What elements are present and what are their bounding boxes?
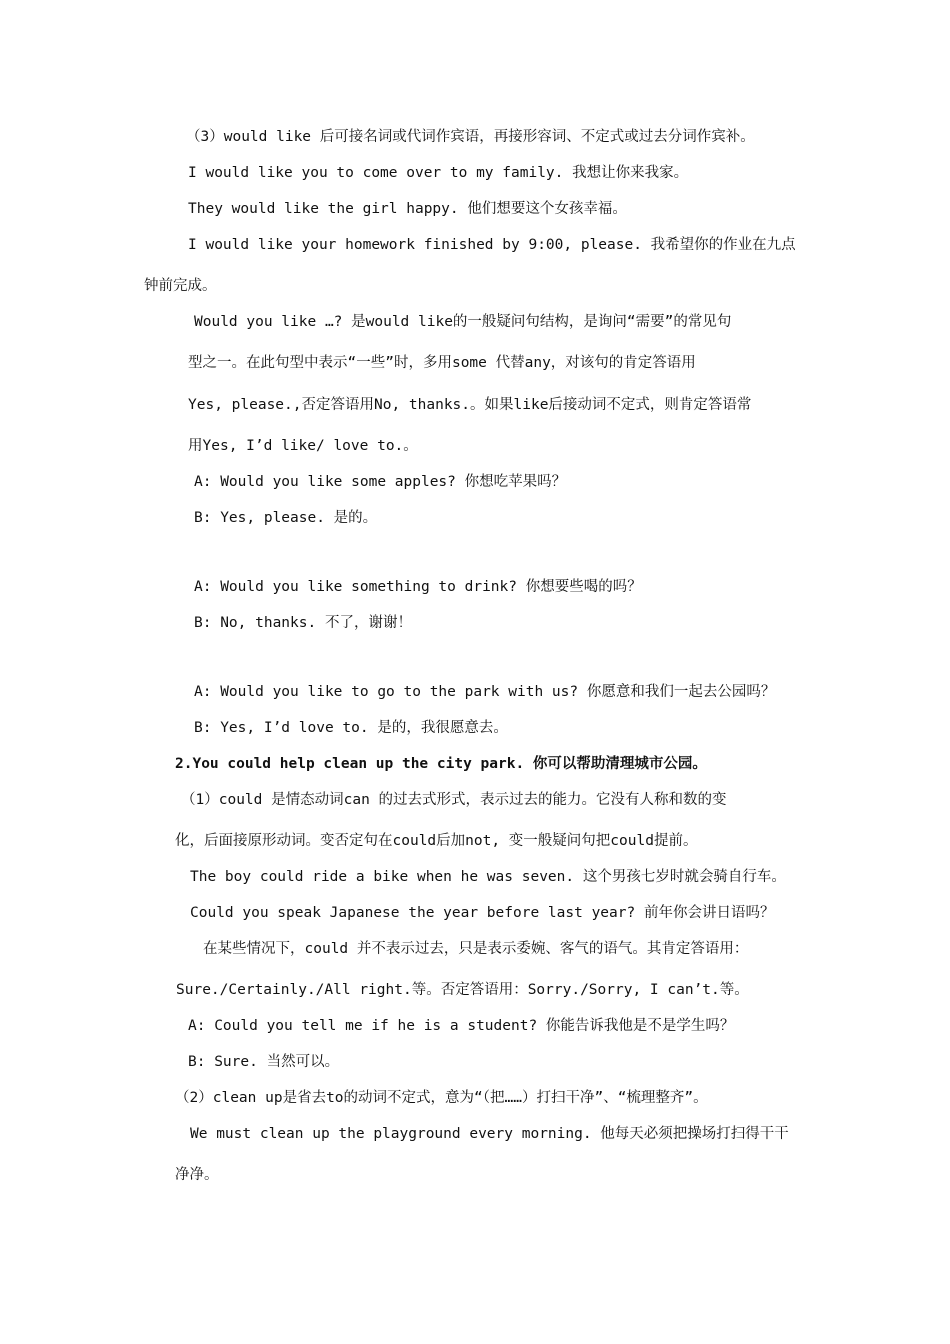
example-line: 钟前完成。 [144,278,217,294]
dialogue-line: A: Would you like something to drink? 你想要些喝的吗？ [194,579,642,595]
dialogue-line: A: Would you like some apples? 你想吃苹果吗？ [194,474,567,490]
example-line: The boy could ride a bike when he was seven. 这个男孩七岁时就会骑自行车。 [190,869,786,885]
dialogue-line: B: No, thanks. 不了，谢谢！ [194,615,412,631]
example-line: Could you speak Japanese the year before last year? 前年你会讲日语吗？ [190,905,775,921]
text-line: （3）would like 后可接名词或代词作宾语，再接形容词、不定式或过去分词作宾补。 [186,129,755,145]
text-line: 在某些情况下，could 并不表示过去，只是表示委婉、客气的语气。其肯定答语用： [203,941,749,957]
example-line: I would like you to come over to my family. 我想让你来我家。 [188,165,689,181]
text-line: Would you like …? 是would like的一般疑问句结构，是询问“需要”的常见句 [194,314,732,330]
text-line: Yes, please.,否定答语用No, thanks.。如果like后接动词不定式，则肯定答语常 [188,397,752,413]
example-line: 净净。 [175,1167,219,1183]
example-line: They would like the girl happy. 他们想要这个女孩幸福。 [188,201,627,217]
text-line: （1）could 是情态动词can 的过去式形式，表示过去的能力。它没有人称和数的变 [181,792,727,808]
dialogue-line: B: Yes, please. 是的。 [194,510,378,526]
text-line: Sure./Certainly./All right.等。否定答语用：Sorry./Sorry, I can’t.等。 [176,982,749,998]
example-line: We must clean up the playground every morning. 他每天必须把操场打扫得干干 [190,1126,789,1142]
text-line: 型之一。在此句型中表示“一些”时，多用some 代替any，对该句的肯定答语用 [188,355,696,371]
dialogue-line: A: Could you tell me if he is a student? 你能告诉我他是不是学生吗？ [188,1018,735,1034]
text-line: 用Yes, I’d like/ love to.。 [188,438,418,454]
text-line: （2）clean up是省去to的动词不定式，意为“（把……）打扫干净”、“梳理整齐”。 [175,1090,708,1106]
dialogue-line: B: Yes, I’d love to. 是的，我很愿意去。 [194,720,508,736]
example-line: I would like your homework finished by 9:00, please. 我希望你的作业在九点 [188,237,796,253]
text-line: 化，后面接原形动词。变否定句在could后加not, 变一般疑问句把could提前。 [175,833,698,849]
dialogue-line: A: Would you like to go to the park with us? 你愿意和我们一起去公园吗？ [194,684,776,700]
dialogue-line: B: Sure. 当然可以。 [188,1054,340,1070]
section-heading: 2.You could help clean up the city park. 你可以帮助清理城市公园。 [175,756,707,772]
